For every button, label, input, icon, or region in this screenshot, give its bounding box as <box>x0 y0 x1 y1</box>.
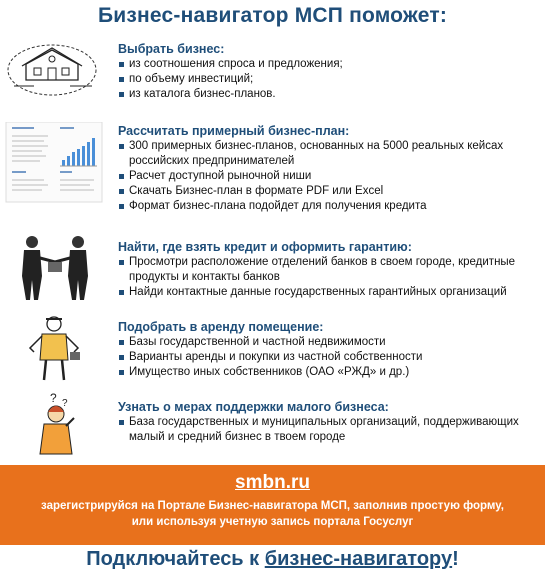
list-item: из каталога бизнес-планов. <box>118 87 543 102</box>
list-item: Варианты аренды и покупки из частной собственности <box>118 350 543 365</box>
list-item: из соотношения спроса и предложения; <box>118 57 543 72</box>
list-item: Формат бизнес-плана подойдет для получения кредита <box>118 199 543 214</box>
footer-link[interactable]: бизнес-навигатору <box>264 548 453 570</box>
footer-exclamation: ! <box>452 548 459 570</box>
section-heading: Выбрать бизнес: <box>118 42 225 56</box>
banner-text <box>0 498 545 530</box>
section-heading: Подобрать в аренду помещение: <box>118 320 324 334</box>
banner-line-1: зарегистрируйся на Портале Бизнес-навигатора МСП, заполнив простую форму, <box>41 500 504 512</box>
section-heading: Найти, где взять кредит и оформить гарантию: <box>118 240 412 254</box>
svg-text:?: ? <box>62 398 68 409</box>
list-item: Имущество иных собственников (ОАО «РЖД» и др.) <box>118 365 543 380</box>
list-item: База государственных и муниципальных организаций, поддерживающих малый и средний бизнес в твоем городе <box>118 415 543 445</box>
list-item: Просмотри расположение отделений банков в своем городе, кредитные продукты и контакты банков <box>118 255 543 285</box>
footer-text: Подключайтесь к <box>86 548 265 570</box>
section-heading: Узнать о мерах поддержки малого бизнеса: <box>118 400 389 414</box>
list-item: Скачать Бизнес-план в формате PDF или Excel <box>118 184 543 199</box>
list-item: Базы государственной и частной недвижимости <box>118 335 543 350</box>
footer-call-to-action <box>0 548 545 571</box>
svg-text:?: ? <box>50 392 57 405</box>
section-heading: Рассчитать примерный бизнес-план: <box>118 124 350 138</box>
banner-line-2: или используя учетную запись портала Госуслуг <box>131 516 414 528</box>
house-sketch-icon <box>4 40 100 103</box>
list-item: по объему инвестиций; <box>118 72 543 87</box>
registration-banner <box>0 465 545 545</box>
business-plan-screenshot-icon <box>4 122 104 209</box>
business-man-icon <box>24 314 84 389</box>
thinking-woman-icon <box>28 392 88 461</box>
list-item: Найди контактные данные государственных гарантийных организаций <box>118 285 543 300</box>
list-item: 300 примерных бизнес-планов, основанных на 5000 реальных кейсах российских предпринимателей <box>118 139 543 169</box>
page-title: Бизнес-навигатор МСП поможет: <box>97 4 448 27</box>
site-link[interactable]: smbn.ru <box>235 472 310 493</box>
handshake-icon <box>10 232 100 307</box>
list-item: Расчет доступной рыночной ниши <box>118 169 543 184</box>
